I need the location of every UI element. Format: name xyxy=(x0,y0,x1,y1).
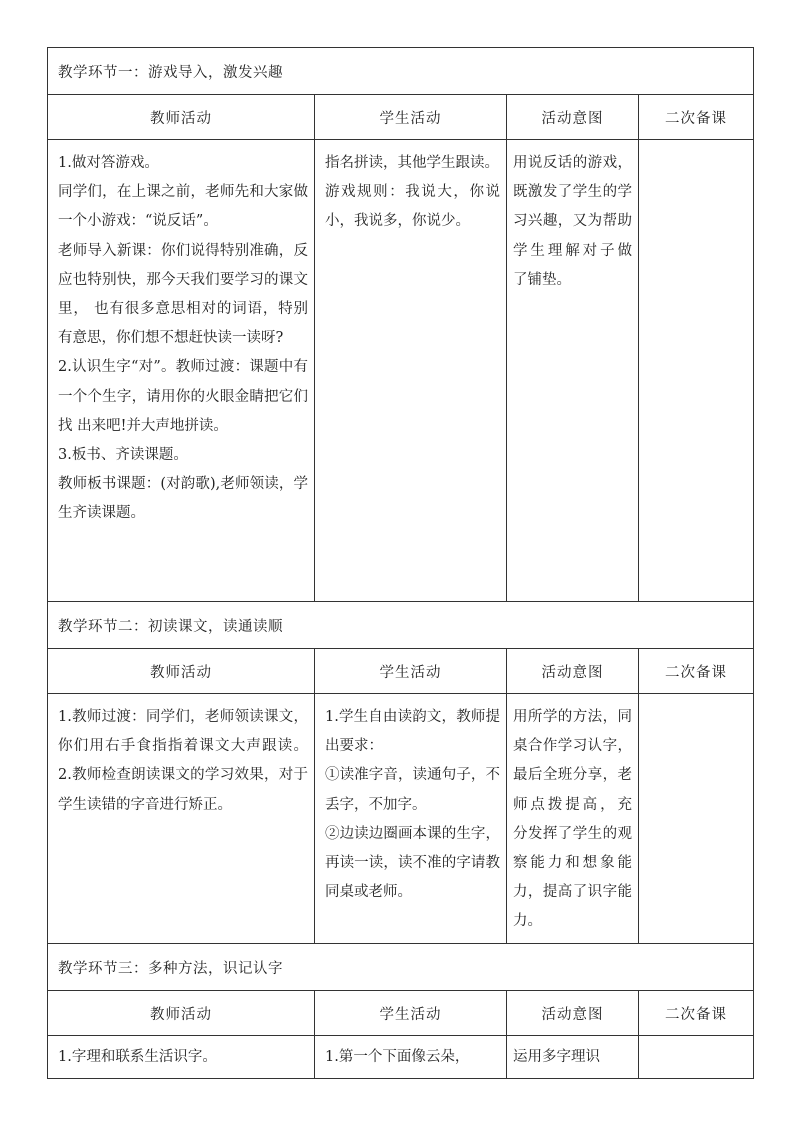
header-student-activity: 学生活动 xyxy=(315,649,507,694)
header-second-preparation: 二次备课 xyxy=(639,95,754,140)
header-activity-intent: 活动意图 xyxy=(507,649,639,694)
section-2-title-row xyxy=(48,602,754,649)
section-title: 教学环节二：初读课文，读通读顺 xyxy=(48,602,754,649)
intent-paragraph: 运用多字理识 xyxy=(513,1049,600,1065)
teacher-activity-cell xyxy=(48,1036,315,1079)
activity-intent-cell xyxy=(507,140,639,602)
second-preparation-cell xyxy=(639,694,754,944)
section-title: 教学环节三：多种方法，识记认字 xyxy=(48,944,754,991)
section-title: 教学环节一：游戏导入，激发兴趣 xyxy=(48,48,754,95)
section-1-title-row xyxy=(48,48,754,95)
student-paragraph: ②边读边圈画本课的生字，再读一读，读不准的字请教同桌或老师。 xyxy=(325,825,500,901)
teacher-paragraph: 2.认识生字“对”。教师过渡：课题中有一个个生字，请用你的火眼金睛把它们找 出来吧!并大声地拼读。 xyxy=(58,359,308,434)
header-teacher-activity: 教师活动 xyxy=(48,95,315,140)
header-activity-intent: 活动意图 xyxy=(507,95,639,140)
header-student-activity: 学生活动 xyxy=(315,95,507,140)
section-3-header-row xyxy=(48,991,754,1036)
intent-paragraph: 用说反话的游戏，既激发了学生的学习兴趣，又为帮助学生理解对子做 了铺垫。 xyxy=(513,155,632,288)
student-paragraph: 游戏规则：我说大，你说小，我说多，你说少。 xyxy=(325,184,500,230)
section-1-header-row xyxy=(48,95,754,140)
teacher-paragraph: 老师导入新课：你们说得特别准确，反应也特别快，那今天我们要学习的课文里， 也有很多意思相对的词语，特别有意思，你们想不想赶快读一读呀? xyxy=(58,242,308,347)
teacher-paragraph: 3.板书、齐读课题。 xyxy=(58,447,188,464)
student-paragraph: 指名拼读，其他学生跟读。 xyxy=(325,155,499,171)
student-paragraph: 1.学生自由读韵文，教师提出要求： xyxy=(325,709,500,755)
activity-intent-cell xyxy=(507,1036,639,1079)
teacher-paragraph: 1.教师过渡：同学们，老师领读课文，你们用右手食指指着课文大声跟读。 2.教师检查朗读课文的学习效果，对于学生读错的字音进行矫正。 xyxy=(58,709,308,813)
teacher-paragraph: 1.字理和联系生活识字。 xyxy=(58,1049,217,1065)
section-2-content-row xyxy=(48,694,754,944)
teacher-activity-cell xyxy=(48,694,315,944)
student-activity-cell xyxy=(315,694,507,944)
activity-intent-cell xyxy=(507,694,639,944)
header-teacher-activity: 教师活动 xyxy=(48,649,315,694)
section-3-content-row xyxy=(48,1036,754,1079)
intent-paragraph: 用所学的方法，同桌合作学习认字，最后全班分享，老师点拨提高，充 分发挥了学生的观察能力和想象能力，提高了识字能力。 xyxy=(513,709,632,930)
teacher-paragraph: 1.做对答游戏。 xyxy=(58,155,159,171)
second-preparation-cell xyxy=(639,1036,754,1079)
header-student-activity: 学生活动 xyxy=(315,991,507,1036)
teacher-activity-cell xyxy=(48,140,315,602)
student-activity-cell xyxy=(315,1036,507,1079)
teacher-paragraph: 教师板书课题：(对韵歌),老师领读，学生齐读课题。 xyxy=(58,476,308,522)
section-1-content-row xyxy=(48,140,754,602)
student-activity-cell xyxy=(315,140,507,602)
student-paragraph: ①读准字音，读通句子，不丢字，不加字。 xyxy=(325,767,500,813)
section-3-title-row xyxy=(48,944,754,991)
teacher-paragraph: 同学们，在上课之前，老师先和大家做一个小游戏：“说反话”。 xyxy=(58,184,308,230)
header-second-preparation: 二次备课 xyxy=(639,991,754,1036)
second-preparation-cell xyxy=(639,140,754,602)
lesson-plan-table xyxy=(47,47,754,1079)
header-teacher-activity: 教师活动 xyxy=(48,991,315,1036)
student-paragraph: 1.第一个下面像云朵， xyxy=(325,1049,470,1065)
section-2-header-row xyxy=(48,649,754,694)
header-activity-intent: 活动意图 xyxy=(507,991,639,1036)
header-second-preparation: 二次备课 xyxy=(639,649,754,694)
